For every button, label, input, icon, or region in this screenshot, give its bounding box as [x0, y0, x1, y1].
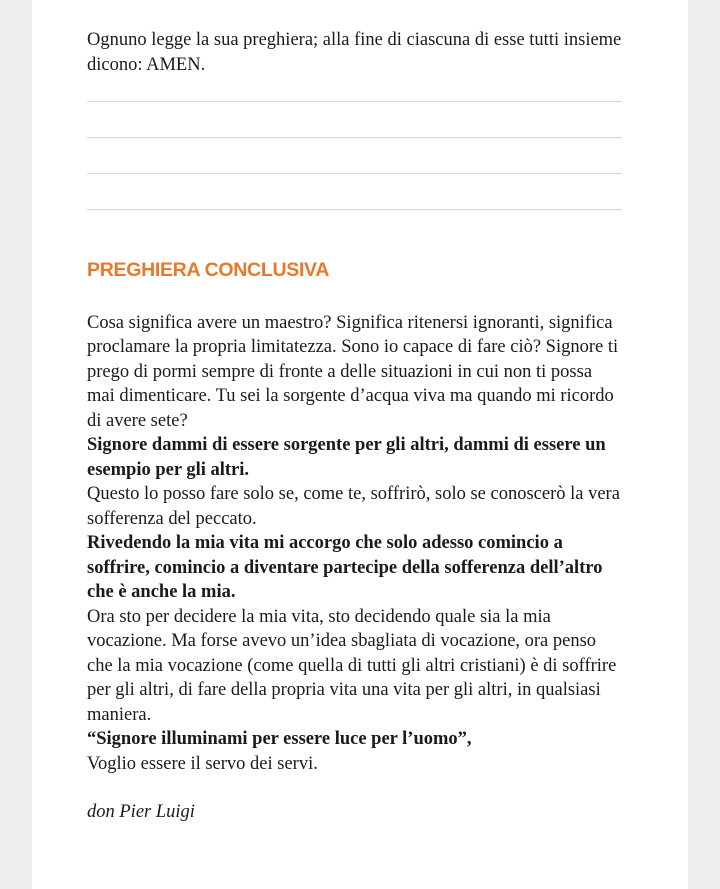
- paragraph-bold: Signore dammi di essere sorgente per gli altri, dammi di essere un esempio per gli altri.: [87, 435, 606, 480]
- blank-line: [87, 137, 622, 138]
- prayer-body: [87, 311, 622, 777]
- section-heading: PREGHIERA CONCLUSIVA: [87, 259, 330, 281]
- paragraph-bold: Rivedendo la mia vita mi accorgo che solo adesso comincio a soffrire, comincio a diventare partecipe della sofferenza dell’altro che è anche la mia.: [87, 533, 603, 602]
- document-page: [32, 0, 688, 889]
- paragraph: Ora sto per decidere la mia vita, sto decidendo quale sia la mia vocazione. Ma forse avevo un’idea sbagliata di vocazione, ora penso che la mia vocazione (come quella di tutti gli altri cristiani) è di soffrire per gli altri, di fare della propria vita una vita per gli altri, in qualsiasi maniera.: [87, 606, 617, 725]
- blank-lines: [87, 101, 622, 210]
- paragraph: Cosa significa avere un maestro? Significa ritenersi ignoranti, significa proclamare la propria limitatezza. Sono io capace di fare ciò? Signore ti prego di pormi sempre di fronte a delle situazioni in cui non ti possa mai dimenticare. Tu sei la sorgente d’acqua viva ma quando mi ricordo di avere sete?: [87, 312, 619, 431]
- blank-line: [87, 209, 622, 210]
- signature: don Pier Luigi: [87, 802, 195, 822]
- intro-text: Ognuno legge la sua preghiera; alla fine di ciascuna di esse tutti insieme dicono: AMEN.: [87, 30, 622, 75]
- paragraph: Questo lo posso fare solo se, come te, soffrirò, solo se conoscerò la vera sofferenza del peccato.: [87, 484, 620, 529]
- paragraph: Voglio essere il servo dei servi.: [87, 753, 318, 774]
- blank-line: [87, 173, 622, 174]
- blank-line: [87, 101, 622, 102]
- page-content: [87, 28, 622, 843]
- paragraph-bold: “Signore illuminami per essere luce per l’uomo”,: [87, 729, 472, 749]
